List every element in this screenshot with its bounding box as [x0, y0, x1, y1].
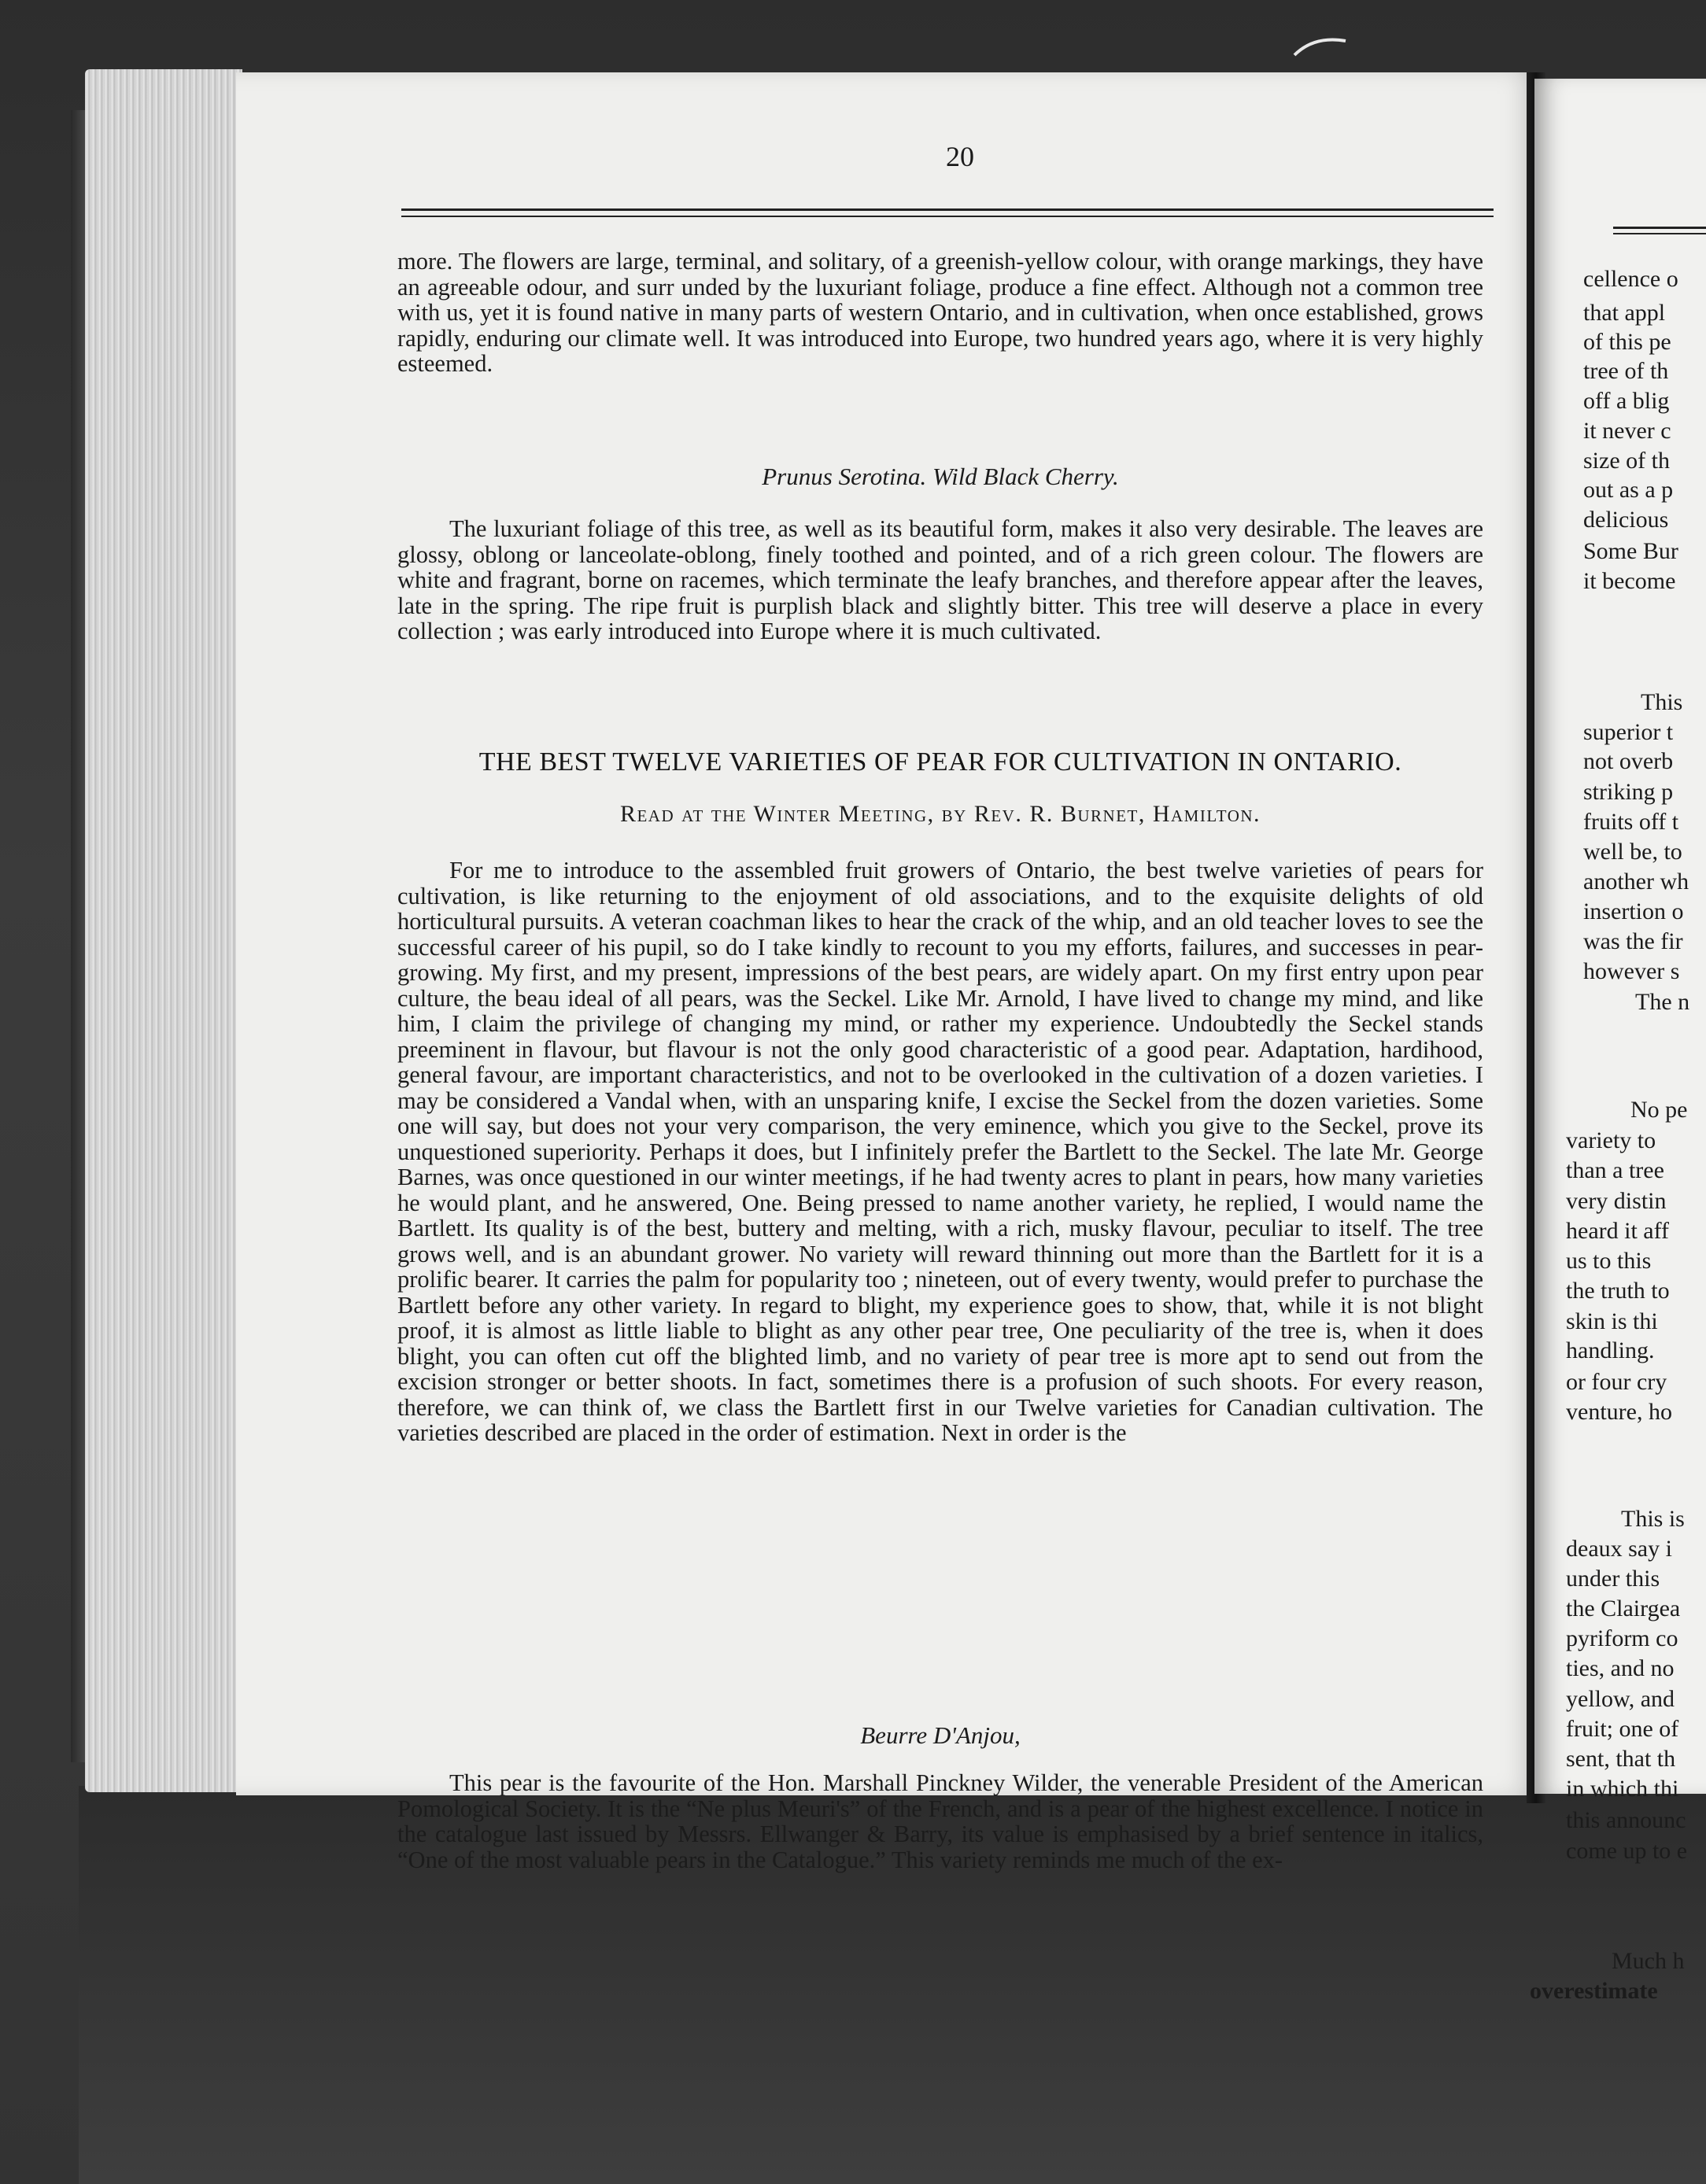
next-page-line: delicious: [1583, 507, 1669, 533]
next-page-line: well be, to: [1583, 839, 1682, 865]
page-stack-edges: [85, 69, 242, 1792]
next-page-line: Much h: [1612, 1948, 1685, 1974]
next-page-line: No pe: [1630, 1097, 1688, 1123]
header-rule-thick: [401, 208, 1494, 211]
next-page-line: yellow, and: [1566, 1686, 1675, 1712]
prunus-heading: Prunus Serotina. Wild Black Cherry.: [762, 463, 1119, 490]
next-page-line: out as a p: [1583, 477, 1674, 503]
next-page-line: skin is thi: [1566, 1308, 1658, 1334]
next-page-line: the Clairgea: [1566, 1596, 1681, 1621]
next-page-line: This is: [1621, 1506, 1685, 1532]
next-page-line: size of th: [1583, 448, 1670, 474]
next-page-line: This: [1641, 689, 1683, 715]
next-page-line: fruits off t: [1583, 809, 1679, 835]
next-page-line: superior t: [1583, 719, 1674, 745]
anjou-heading: Beurre D'Anjou,: [860, 1721, 1021, 1749]
page-number: 20: [946, 141, 974, 172]
intro-paragraph-text: more. The flowers are large, terminal, and solitary, of a greenish-yellow colour, with orange markings, they have an agreeable odour, and surr unded by the luxuriant foliage, produce a fine effect. Although not a common tree with us, yet it is found native in many parts of western Ontario, and in cultivation, when once established, grows rapidly, enduring our climate well. It was introduced into Europe, two hundred years ago, where it is very highly esteemed.: [397, 248, 1483, 377]
next-page-line: ties, and no: [1566, 1655, 1675, 1681]
next-page-line: cellence o: [1583, 266, 1678, 292]
next-page-line: handling.: [1566, 1337, 1655, 1363]
next-page-line: overestimate: [1530, 1978, 1658, 2004]
article-title: THE BEST TWELVE VARIETIES OF PEAR FOR CULTIVATION IN ONTARIO.: [478, 747, 1402, 777]
article-paragraph: [397, 858, 1483, 1446]
next-page-line: heard it aff: [1566, 1218, 1670, 1244]
header-rule-thin: [401, 216, 1494, 217]
next-page-line: the truth to: [1566, 1278, 1670, 1304]
next-page-line: off a blig: [1583, 388, 1670, 414]
scan-smudge-mark: [1291, 31, 1353, 63]
anjou-paragraph-text: This pear is the favourite of the Hon. Marshall Pinckney Wilder, the venerable President of the American Pomological Society. It is the “Ne plus Meuri's” of the French, and is a pear of the highest excellence. I notice in the catalogue last issued by Messrs. Ellwanger & Barry, its value is emphasised by a brief sentence in italics, “One of the most valuable pears in the Catalogue.” This variety reminds me much of the ex-: [397, 1769, 1483, 1873]
next-page-line: not overb: [1583, 748, 1674, 774]
next-page-line: fruit; one of: [1566, 1716, 1679, 1742]
next-page-line: this announc: [1566, 1807, 1686, 1833]
next-page-line: of this pe: [1583, 329, 1671, 355]
next-page-line: insertion o: [1583, 898, 1684, 924]
next-page-line: it become: [1583, 568, 1676, 594]
next-page-line: very distin: [1566, 1188, 1667, 1214]
next-page-line: that appl: [1583, 300, 1666, 326]
next-page-line: or four cry: [1566, 1369, 1667, 1395]
next-page-line: variety to: [1566, 1127, 1656, 1153]
next-page-line: venture, ho: [1566, 1399, 1672, 1425]
next-page-line: come up to e: [1566, 1838, 1688, 1864]
next-page-line: it never c: [1583, 418, 1671, 444]
next-page-line: was the fir: [1583, 928, 1683, 954]
next-page-line: however s: [1583, 958, 1680, 984]
next-page-line: another wh: [1583, 869, 1689, 895]
next-page-line: tree of th: [1583, 358, 1669, 384]
next-page-line: The n: [1635, 989, 1690, 1015]
next-page-line: than a tree: [1566, 1157, 1664, 1183]
next-page-header-rule-thin: [1613, 233, 1706, 234]
prunus-paragraph: [397, 516, 1483, 644]
next-page-line: deaux say i: [1566, 1536, 1672, 1562]
article-byline: Read at the Winter Meeting, by Rev. R. Burnet, Hamilton.: [619, 801, 1261, 827]
next-page-line: under this: [1566, 1566, 1660, 1592]
article-paragraph-text: For me to introduce to the assembled fruit growers of Ontario, the best twelve varieties of pears for cultivation, is like returning to the enjoyment of old associations, and to the exquisite delights of old horticultural pursuits. A veteran coachman likes to hear the crack of the whip, and an old teacher loves to see the successful career of his pupil, so do I take kindly to recount to you my efforts, failures, and successes in pear-growing. My first, and my present, impressions of the best pears, are widely apart. On my first entry upon pear culture, the beau ideal of all pears, was the Seckel. Like Mr. Arnold, I have lived to change my mind, and like him, I claim the privilege of changing my mind, or rather my experience. Undoubtedly the Seckel stands preeminent in flavour, but flavour is not the only good characteristic of a good pear. Adaptation, hardihood, general favour, are important characteristics, and not to be overlooked in the cultivation of a dozen varieties. I may be considered a Vandal when, with an unsparing knife, I excise the Seckel from the dozen varieties. Some one will say, but does not your very comparison, the very eminence, which you give to the Seckel, prove its unquestioned superiority. Perhaps it does, but I infinitely prefer the Bartlett to the Seckel. The late Mr. George Barnes, was once questioned in our winter meetings, if he had twenty acres to plant in pears, how many varieties he would plant, and he answered, One. Being pressed to name another variety, he replied, I would name the Bartlett. Its quality is of the best, buttery and melting, with a rich, musky flavour, peculiar to itself. The tree grows well, and is an abundant grower. No variety will reward thinning out more than the Bartlett for it is a prolific bearer. It carries the palm for popularity too ; nineteen, out of every twenty, would prefer to purchase the Bartlett before any other variety. In regard to blight, my experience goes to show, that, while it is not blight proof, it is almost as little liable to blight as any other pear tree, One peculiarity of the tree is, when it does blight, you can often cut off the blighted limb, and no variety of pear tree is more apt to send out from the excision stronger or better shoots. In fact, sometimes there is a profusion of such shoots. For every reason, therefore, we can think of, we class the Bartlett first in our Twelve varieties for Canadian cultivation. The varieties described are placed in the order of estimation. Next in order is the: [397, 857, 1483, 1446]
intro-paragraph: [397, 249, 1483, 377]
next-page-header-rule: [1613, 227, 1706, 229]
next-page-line: in which thi: [1566, 1776, 1679, 1802]
next-page-line: Some Bur: [1583, 538, 1678, 564]
prunus-paragraph-text: The luxuriant foliage of this tree, as well as its beautiful form, makes it also very desirable. The leaves are glossy, oblong or lanceolate-oblong, finely toothed and pointed, and of a rich green colour. The flowers are white and fragrant, borne on racemes, which terminate the leafy branches, and therefore appear after the leaves, late in the spring. The ripe fruit is purplish black and slightly bitter. This tree will deserve a place in every collection ; was early introduced into Europe where it is much cultivated.: [397, 515, 1483, 644]
next-page-line: striking p: [1583, 779, 1674, 805]
next-page-line: pyriform co: [1566, 1625, 1678, 1651]
anjou-paragraph: [397, 1770, 1483, 1872]
next-page-line: sent, that th: [1566, 1746, 1676, 1772]
next-page-line: us to this: [1566, 1248, 1652, 1274]
